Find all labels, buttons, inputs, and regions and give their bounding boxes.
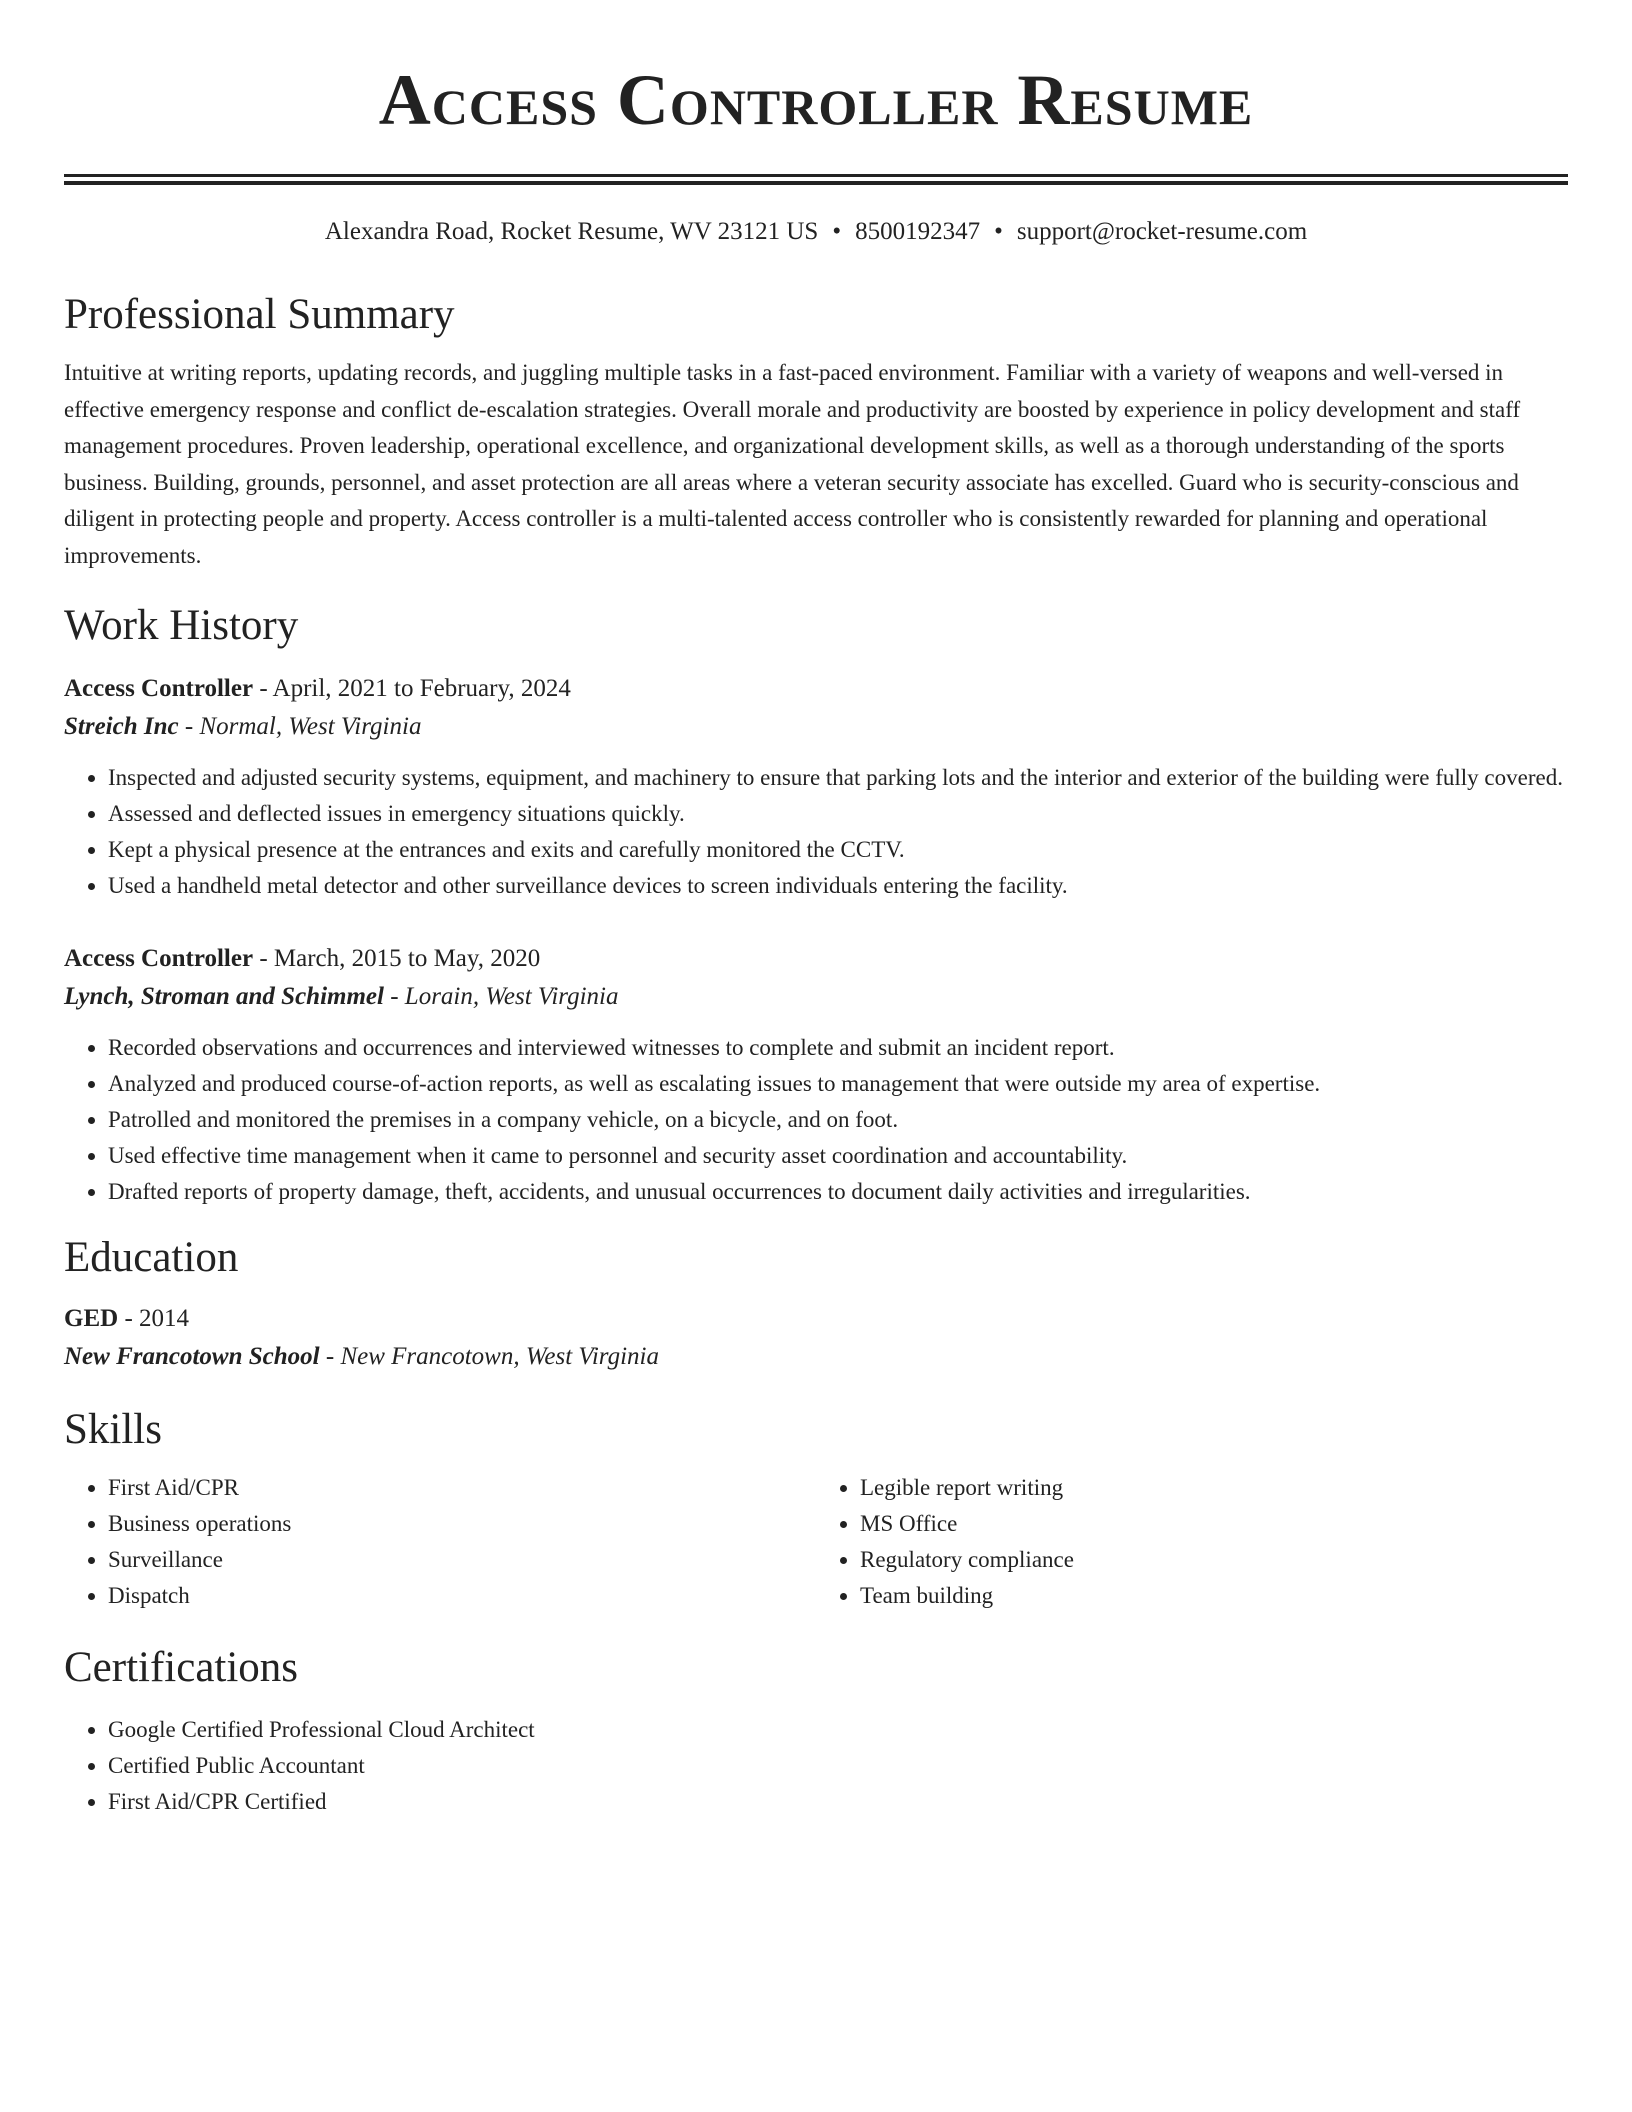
job-title: Access Controller [64, 945, 254, 972]
company-line: Streich Inc - Normal, West Virginia [64, 713, 422, 740]
skill-item: • MS Office [860, 1506, 1568, 1542]
job-bullet: • Assessed and deflected issues in emergency situations quickly. [108, 796, 1568, 832]
school-line: New Francotown School - New Francotown, West Virginia [64, 1343, 659, 1370]
job-bullet: • Patrolled and monitored the premises in a company vehicle, on a bicycle, and on foot. [108, 1102, 1568, 1138]
company-location: Normal, West Virginia [199, 713, 422, 740]
skill-item: • Regulatory compliance [860, 1542, 1568, 1578]
section-heading-certifications: Certifications [64, 1644, 299, 1691]
certification-list [64, 1712, 1568, 1820]
section-heading-summary: Professional Summary [64, 291, 455, 338]
contact-address: Alexandra Road, Rocket Resume, WV 23121 US [324, 218, 819, 245]
section-heading-skills: Skills [64, 1406, 162, 1453]
section-heading-work-history: Work History [64, 602, 299, 649]
job-title-line: Access Controller - April, 2021 to February, 2024 [64, 675, 571, 702]
school-name: New Francotown School [64, 1343, 320, 1370]
skills-grid [64, 1470, 1568, 1614]
contact-email: support@rocket-resume.com [1016, 218, 1308, 245]
degree-line: GED - 2014 [64, 1305, 190, 1332]
job-bullet: • Recorded observations and occurrences and interviewed witnesses to complete and submit an incident report. [108, 1030, 1568, 1066]
company-line: Lynch, Stroman and Schimmel - Lorain, West Virginia [64, 983, 619, 1010]
job-title: Access Controller [64, 675, 254, 702]
skill-item: • Legible report writing [860, 1470, 1568, 1506]
school-location: New Francotown, West Virginia [340, 1343, 659, 1370]
job-dates: April, 2021 to February, 2024 [272, 675, 571, 702]
job-title-line: Access Controller - March, 2015 to May, 2020 [64, 945, 541, 972]
company-location: Lorain, West Virginia [404, 983, 619, 1010]
skill-item: • Surveillance [108, 1542, 816, 1578]
page-title: Access Controller Resume [378, 60, 1254, 140]
contact-separator: • [832, 218, 842, 245]
job-bullet: • Kept a physical presence at the entrances and exits and carefully monitored the CCTV. [108, 832, 1568, 868]
degree-name: GED [64, 1305, 119, 1332]
education-entry [64, 1300, 1568, 1376]
title-divider [64, 174, 1568, 185]
job-bullet: • Drafted reports of property damage, theft, accidents, and unusual occurrences to document daily activities and irregularities. [108, 1174, 1568, 1210]
skill-item: • Dispatch [108, 1578, 816, 1614]
job-dates: March, 2015 to May, 2020 [273, 945, 541, 972]
job-bullet-list [64, 1030, 1568, 1210]
certification-item: • Google Certified Professional Cloud Architect [108, 1712, 1568, 1748]
skills-list-right [816, 1470, 1568, 1614]
company-name: Lynch, Stroman and Schimmel [64, 983, 384, 1010]
job-entry [64, 670, 1568, 904]
degree-year: 2014 [139, 1305, 190, 1332]
job-bullet: • Used effective time management when it came to personnel and security asset coordination and accountability. [108, 1138, 1568, 1174]
contact-line [64, 215, 1568, 249]
company-name: Streich Inc [64, 713, 179, 740]
job-bullet-list [64, 760, 1568, 904]
job-entry [64, 940, 1568, 1210]
job-bullet: • Inspected and adjusted security systems, equipment, and machinery to ensure that parking lots and the interior and exterior of the building were fully covered. [108, 760, 1568, 796]
job-bullet: • Analyzed and produced course-of-action reports, as well as escalating issues to management that were outside my area of expertise. [108, 1066, 1568, 1102]
contact-phone: 8500192347 [855, 218, 981, 245]
summary-text: Intuitive at writing reports, updating records, and juggling multiple tasks in a fast-paced environment. Familiar with a variety of weapons and well-versed in effective emergency response and conflict de-escalation strategies. Overall morale and productivity are boosted by experience in policy development and staff management procedures. Proven leadership, operational excellence, and organizational development skills, as well as a thorough understanding of the sports business. Building, grounds, personnel, and asset protection are all areas where a veteran security associate has excelled. Guard who is security-conscious and diligent in protecting people and property. Access controller is a multi-talented access controller who is consistently rewarded for planning and operational improvements. [64, 360, 1521, 568]
skill-item: • Business operations [108, 1506, 816, 1542]
certification-item: • Certified Public Accountant [108, 1748, 1568, 1784]
contact-separator: • [994, 218, 1003, 245]
certification-item: • First Aid/CPR Certified [108, 1784, 1568, 1820]
skill-item: • Team building [860, 1578, 1568, 1614]
skills-list-left [64, 1470, 816, 1614]
skill-item: • First Aid/CPR [108, 1470, 816, 1506]
job-bullet: • Used a handheld metal detector and other surveillance devices to screen individuals entering the facility. [108, 868, 1568, 904]
section-heading-education: Education [64, 1234, 239, 1281]
